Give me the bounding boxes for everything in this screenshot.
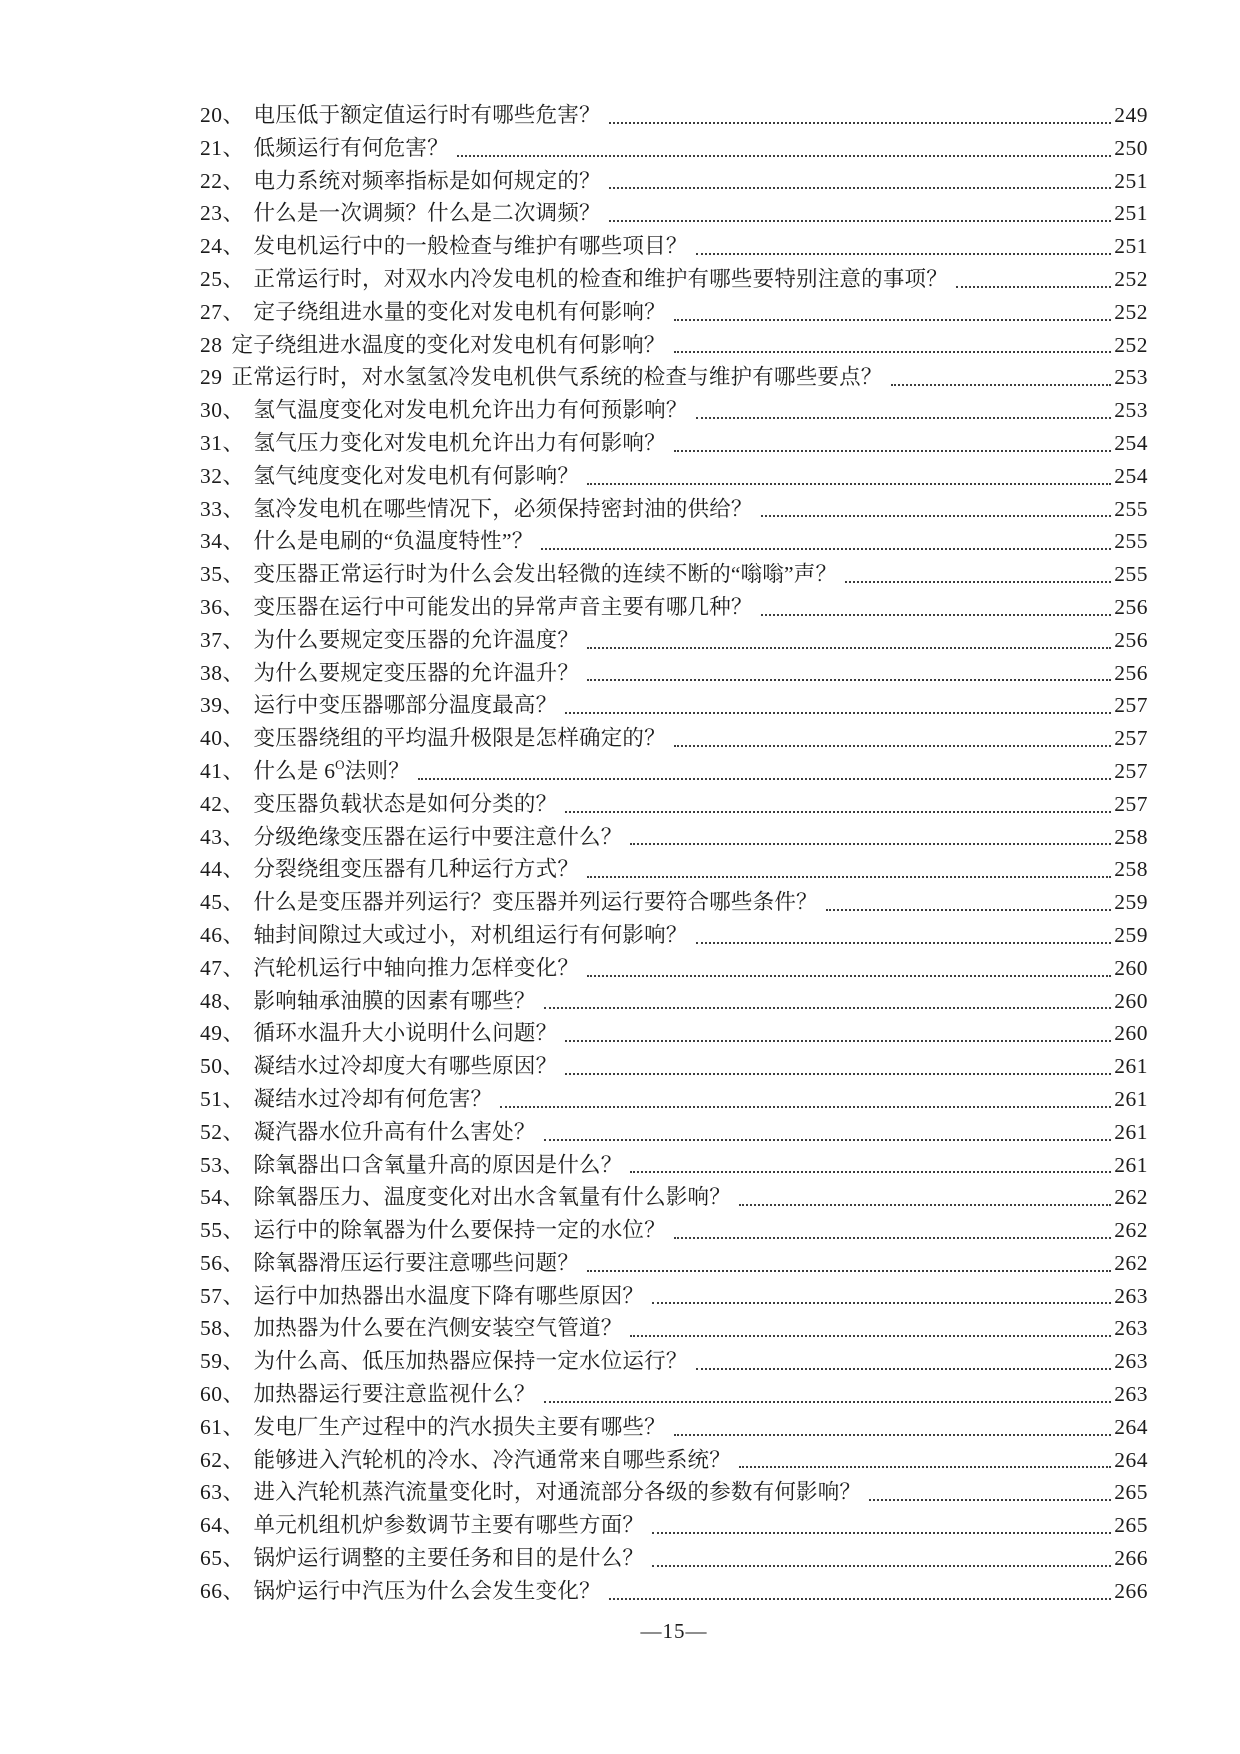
toc-item-title: 单元机组机炉参数调节主要有哪些方面？: [253, 1513, 645, 1538]
toc-item-number: 28: [200, 332, 223, 357]
toc-item-title: 轴封间隙过大或过小，对机组运行有何影响？: [253, 922, 688, 947]
toc-item-page: 262: [1114, 1218, 1148, 1243]
toc-item-page: 263: [1114, 1283, 1148, 1308]
toc-item: [200, 460, 1148, 493]
toc-item-page: 252: [1114, 332, 1148, 357]
toc-item: [200, 1050, 1148, 1083]
dot-leader: [609, 1575, 1112, 1608]
toc-item-title: 除氧器滑压运行要注意哪些问题？: [253, 1250, 580, 1275]
toc-item-number: 29: [200, 365, 223, 390]
toc-item-page: 264: [1114, 1414, 1148, 1439]
dot-leader: [826, 886, 1112, 919]
toc-item: [200, 722, 1148, 755]
toc-item-title: 凝结水过冷却有何危害？: [253, 1086, 493, 1111]
toc-item-number: 60、: [200, 1382, 245, 1407]
toc-item-title: 锅炉运行调整的主要任务和目的是什么？: [253, 1546, 645, 1571]
dot-leader: [674, 329, 1112, 362]
toc-item-title: 除氧器出口含氧量升高的原因是什么？: [253, 1152, 623, 1177]
toc-item-title: 定子绕组进水量的变化对发电机有何影响？: [253, 299, 666, 324]
toc-item: [200, 788, 1148, 821]
toc-item-title: 为什么要规定变压器的允许温升？: [253, 660, 580, 685]
toc-item-page: 263: [1114, 1349, 1148, 1374]
toc-item-title: 变压器绕组的平均温升极限是怎样确定的？: [253, 726, 666, 751]
dot-leader: [609, 165, 1112, 198]
toc-item-number: 25、: [200, 266, 245, 291]
toc-item-title: 进入汽轮机蒸汽流量变化时，对通流部分各级的参数有何影响？: [253, 1480, 862, 1505]
toc-item: [200, 1083, 1148, 1116]
dot-leader: [587, 460, 1111, 493]
toc-item-number: 42、: [200, 791, 245, 816]
toc-item-number: 56、: [200, 1250, 245, 1275]
dot-leader: [500, 1083, 1111, 1116]
toc-item-number: 20、: [200, 103, 245, 127]
toc-item: [200, 952, 1148, 985]
toc-item: [200, 853, 1148, 886]
toc-item-number: 37、: [200, 627, 245, 652]
toc-item-number: 54、: [200, 1185, 245, 1210]
dot-leader: [696, 394, 1112, 427]
dot-leader: [674, 427, 1111, 460]
toc-item: [200, 1181, 1148, 1214]
toc-item-number: 31、: [200, 430, 245, 455]
toc-item-page: 253: [1114, 365, 1148, 390]
toc-item: [200, 1280, 1148, 1313]
toc-item: [200, 1411, 1148, 1444]
toc-item: [200, 329, 1148, 362]
dot-leader: [565, 788, 1111, 821]
toc-item-title: 影响轴承油膜的因素有哪些？: [253, 988, 536, 1013]
dot-leader: [761, 493, 1112, 526]
toc-item-page: 255: [1114, 562, 1148, 587]
toc-item-page: 252: [1114, 266, 1148, 291]
toc-item-page: 260: [1114, 1021, 1148, 1046]
toc-item-title: 凝结水过冷却度大有哪些原因？: [253, 1054, 558, 1079]
toc-item-page: 251: [1114, 234, 1148, 259]
toc-item-number: 61、: [200, 1414, 245, 1439]
dot-leader: [630, 821, 1111, 854]
dot-leader: [674, 296, 1111, 329]
toc-item-title: 氢冷发电机在哪些情况下，必须保持密封油的供给？: [253, 496, 753, 521]
toc-item-title: 为什么要规定变压器的允许温度？: [253, 627, 580, 652]
toc-item: [200, 230, 1148, 263]
toc-item: [200, 296, 1148, 329]
toc-item-number: 63、: [200, 1480, 245, 1505]
toc-item-number: 50、: [200, 1054, 245, 1079]
dot-leader: [609, 197, 1112, 230]
dot-leader: [652, 1280, 1111, 1313]
toc-item: [200, 1378, 1148, 1411]
toc-item-title: 氢气温度变化对发电机允许出力有何预影响？: [253, 398, 688, 423]
toc-item-number: 22、: [200, 168, 245, 193]
toc-item-number: 23、: [200, 201, 245, 226]
dot-leader: [587, 657, 1111, 690]
dot-leader: [565, 1017, 1111, 1050]
toc-item-number: 59、: [200, 1349, 245, 1374]
toc-item-number: 45、: [200, 890, 245, 915]
dot-leader: [565, 689, 1111, 722]
toc-item-page: 256: [1114, 627, 1148, 652]
toc-item-page: 261: [1114, 1054, 1148, 1079]
toc-item-page: 256: [1114, 594, 1148, 619]
toc-item-number: 57、: [200, 1283, 245, 1308]
toc-item: [200, 919, 1148, 952]
toc-item: [200, 165, 1148, 198]
toc-item-number: 24、: [200, 234, 245, 259]
toc-item-page: 266: [1114, 1546, 1148, 1571]
toc-item-number: 58、: [200, 1316, 245, 1341]
toc-item: [200, 99, 1148, 132]
toc-item-number: 65、: [200, 1546, 245, 1571]
toc-item-page: 265: [1114, 1513, 1148, 1538]
toc-item-number: 48、: [200, 988, 245, 1013]
toc-item: [200, 394, 1148, 427]
toc-item-title: 电压低于额定值运行时有哪些危害？: [253, 103, 601, 127]
toc-item: [200, 1247, 1148, 1280]
toc-item-page: 260: [1114, 955, 1148, 980]
toc-item-title: 氢气纯度变化对发电机有何影响？: [253, 463, 580, 488]
toc-item-number: 52、: [200, 1119, 245, 1144]
toc-item-title: 什么是电刷的“负温度特性”？: [253, 529, 534, 554]
toc-item: [200, 1149, 1148, 1182]
toc-item-number: 34、: [200, 529, 245, 554]
toc-item: [200, 1444, 1148, 1477]
toc-item-title: 为什么高、低压加热器应保持一定水位运行？: [253, 1349, 688, 1374]
toc-item-page: 261: [1114, 1152, 1148, 1177]
toc-item-title: 氢气压力变化对发电机允许出力有何影响？: [253, 430, 666, 455]
dot-leader: [696, 230, 1112, 263]
toc-item-page: 260: [1114, 988, 1148, 1013]
toc-item-number: 44、: [200, 857, 245, 882]
toc-item-page: 251: [1114, 201, 1148, 226]
toc-item-title: 汽轮机运行中轴向推力怎样变化？: [253, 955, 580, 980]
toc-item-title: 除氧器压力、温度变化对出水含氧量有什么影响？: [253, 1185, 731, 1210]
toc-item-number: 41、: [200, 758, 245, 783]
dot-leader: [696, 919, 1112, 952]
toc-item-number: 32、: [200, 463, 245, 488]
dot-leader: [845, 558, 1111, 591]
toc-item-title: 运行中变压器哪部分温度最高？: [253, 693, 558, 718]
dot-leader: [418, 755, 1111, 788]
dot-leader: [696, 1345, 1112, 1378]
toc-item-title: 运行中的除氧器为什么要保持一定的水位？: [253, 1218, 666, 1243]
toc-item-number: 36、: [200, 594, 245, 619]
toc-item-page: 259: [1114, 890, 1148, 915]
toc-item-title: 电力系统对频率指标是如何规定的？: [253, 168, 601, 193]
toc-item-page: 261: [1114, 1119, 1148, 1144]
toc-item-title: 运行中加热器出水温度下降有哪些原因？: [253, 1283, 645, 1308]
toc-item-title: 变压器在运行中可能发出的异常声音主要有哪几种？: [253, 594, 753, 619]
dot-leader: [609, 99, 1112, 132]
toc-item-page: 265: [1114, 1480, 1148, 1505]
toc-item: [200, 1542, 1148, 1575]
toc-item: [200, 1116, 1148, 1149]
toc-item-title: 正常运行时，对水氢氢冷发电机供气系统的检查与维护有哪些要点？: [231, 365, 883, 390]
toc-item-title: 什么是变压器并列运行？变压器并列运行要符合哪些条件？: [253, 890, 818, 915]
toc-item-page: 264: [1114, 1447, 1148, 1472]
toc-item-page: 263: [1114, 1382, 1148, 1407]
toc-item-title: 加热器为什么要在汽侧安装空气管道？: [253, 1316, 623, 1341]
dot-leader: [674, 722, 1111, 755]
toc-item-title: 低频运行有何危害？: [253, 135, 449, 160]
toc-item-page: 262: [1114, 1185, 1148, 1210]
toc-item: [200, 525, 1148, 558]
toc-item-number: 55、: [200, 1218, 245, 1243]
toc-item-title: 凝汽器水位升高有什么害处？: [253, 1119, 536, 1144]
toc-item-number: 46、: [200, 922, 245, 947]
toc-item-title: 分裂绕组变压器有几种运行方式？: [253, 857, 580, 882]
toc-item-title: 锅炉运行中汽压为什么会发生变化？: [253, 1578, 601, 1603]
dot-leader: [739, 1181, 1111, 1214]
toc-item: [200, 1017, 1148, 1050]
toc-item-page: 257: [1114, 758, 1148, 783]
dot-leader: [541, 525, 1111, 558]
toc-item-title: 什么是 $6^O$法则？: [253, 756, 410, 783]
toc-item-page: 262: [1114, 1250, 1148, 1275]
dot-leader: [630, 1312, 1111, 1345]
dot-leader: [739, 1444, 1111, 1477]
toc-item-number: 30、: [200, 398, 245, 423]
toc-item-page: 258: [1114, 824, 1148, 849]
toc-item: [200, 1509, 1148, 1542]
dot-leader: [457, 132, 1111, 165]
toc-item-number: 64、: [200, 1513, 245, 1538]
toc-item-number: 62、: [200, 1447, 245, 1472]
dot-leader: [891, 361, 1112, 394]
toc-item-page: 250: [1114, 135, 1148, 160]
toc-item-number: 21、: [200, 135, 245, 160]
toc-item-number: 66、: [200, 1578, 245, 1603]
toc-item: [200, 821, 1148, 854]
dot-leader: [869, 1476, 1111, 1509]
toc-item: [200, 427, 1148, 460]
toc-item-title: 能够进入汽轮机的冷水、冷汽通常来自哪些系统？: [253, 1447, 731, 1472]
toc-item-page: 257: [1114, 693, 1148, 718]
toc-item-page: 252: [1114, 299, 1148, 324]
toc-item: [200, 558, 1148, 591]
dot-leader: [587, 1247, 1111, 1280]
toc-item-title: 定子绕组进水温度的变化对发电机有何影响？: [231, 332, 666, 357]
toc-item-number: 49、: [200, 1021, 245, 1046]
toc-item-title: 发电厂生产过程中的汽水损失主要有哪些？: [253, 1414, 666, 1439]
dot-leader: [565, 1050, 1111, 1083]
toc-item: [200, 1345, 1148, 1378]
dot-leader: [587, 952, 1111, 985]
toc-item-page: 266: [1114, 1578, 1148, 1603]
toc-item-number: 39、: [200, 693, 245, 718]
toc-item: [200, 985, 1148, 1018]
toc-item-title: 正常运行时，对双水内冷发电机的检查和维护有哪些要特别注意的事项？: [253, 266, 948, 291]
dot-leader: [630, 1149, 1111, 1182]
dot-leader: [652, 1542, 1111, 1575]
toc-item-page: 259: [1114, 922, 1148, 947]
toc-item-page: 257: [1114, 791, 1148, 816]
toc-item-page: 249: [1114, 103, 1148, 127]
dot-leader: [544, 1116, 1112, 1149]
toc-item-number: 43、: [200, 824, 245, 849]
toc-item-number: 40、: [200, 726, 245, 751]
toc-item-page: 263: [1114, 1316, 1148, 1341]
dot-leader: [956, 263, 1111, 296]
dot-leader: [652, 1509, 1111, 1542]
dot-leader: [761, 591, 1112, 624]
dot-leader: [544, 1378, 1112, 1411]
toc-item-page: 251: [1114, 168, 1148, 193]
toc-item: [200, 493, 1148, 526]
toc-item-page: 253: [1114, 398, 1148, 423]
toc-item-page: 256: [1114, 660, 1148, 685]
toc-item-page: 255: [1114, 529, 1148, 554]
toc-item-title: 变压器正常运行时为什么会发出轻微的连续不断的“嗡嗡”声？: [253, 562, 838, 587]
toc-item-page: 254: [1114, 430, 1148, 455]
toc-item: [200, 657, 1148, 690]
page-footer-number: —15—: [640, 1618, 708, 1643]
toc-item: [200, 886, 1148, 919]
toc-item-title: 发电机运行中的一般检查与维护有哪些项目？: [253, 234, 688, 259]
toc-item-page: 257: [1114, 726, 1148, 751]
toc-item-number: 35、: [200, 562, 245, 587]
dot-leader: [544, 985, 1112, 1018]
toc-item: [200, 624, 1148, 657]
toc-item-title: 加热器运行要注意监视什么？: [253, 1382, 536, 1407]
toc-item-number: 27、: [200, 299, 245, 324]
toc-item: [200, 132, 1148, 165]
dot-leader: [587, 624, 1111, 657]
toc-item: [200, 1575, 1148, 1608]
toc-item-page: 261: [1114, 1086, 1148, 1111]
toc-item-page: 255: [1114, 496, 1148, 521]
dot-leader: [674, 1411, 1111, 1444]
dot-leader: [587, 853, 1111, 886]
toc-item: [200, 591, 1148, 624]
toc-item-number: 47、: [200, 955, 245, 980]
toc-item: [200, 755, 1148, 788]
dot-leader: [674, 1214, 1111, 1247]
toc-item-number: 38、: [200, 660, 245, 685]
toc-item: [200, 361, 1148, 394]
toc-item-page: 258: [1114, 857, 1148, 882]
toc-item-title: 什么是一次调频？什么是二次调频？: [253, 201, 601, 226]
toc-item: [200, 197, 1148, 230]
toc-item-title: 变压器负载状态是如何分类的？: [253, 791, 558, 816]
toc-item: [200, 689, 1148, 722]
toc-item: [200, 1476, 1148, 1509]
toc-item: [200, 1214, 1148, 1247]
toc-item-title: 分级绝缘变压器在运行中要注意什么？: [253, 824, 623, 849]
toc-item-number: 51、: [200, 1086, 245, 1111]
toc-item-number: 33、: [200, 496, 245, 521]
toc-list: [200, 99, 1148, 1608]
toc-item: [200, 263, 1148, 296]
toc-item-number: 53、: [200, 1152, 245, 1177]
toc-item-page: 254: [1114, 463, 1148, 488]
toc-item-title: 循环水温升大小说明什么问题？: [253, 1021, 558, 1046]
toc-item: [200, 1312, 1148, 1345]
